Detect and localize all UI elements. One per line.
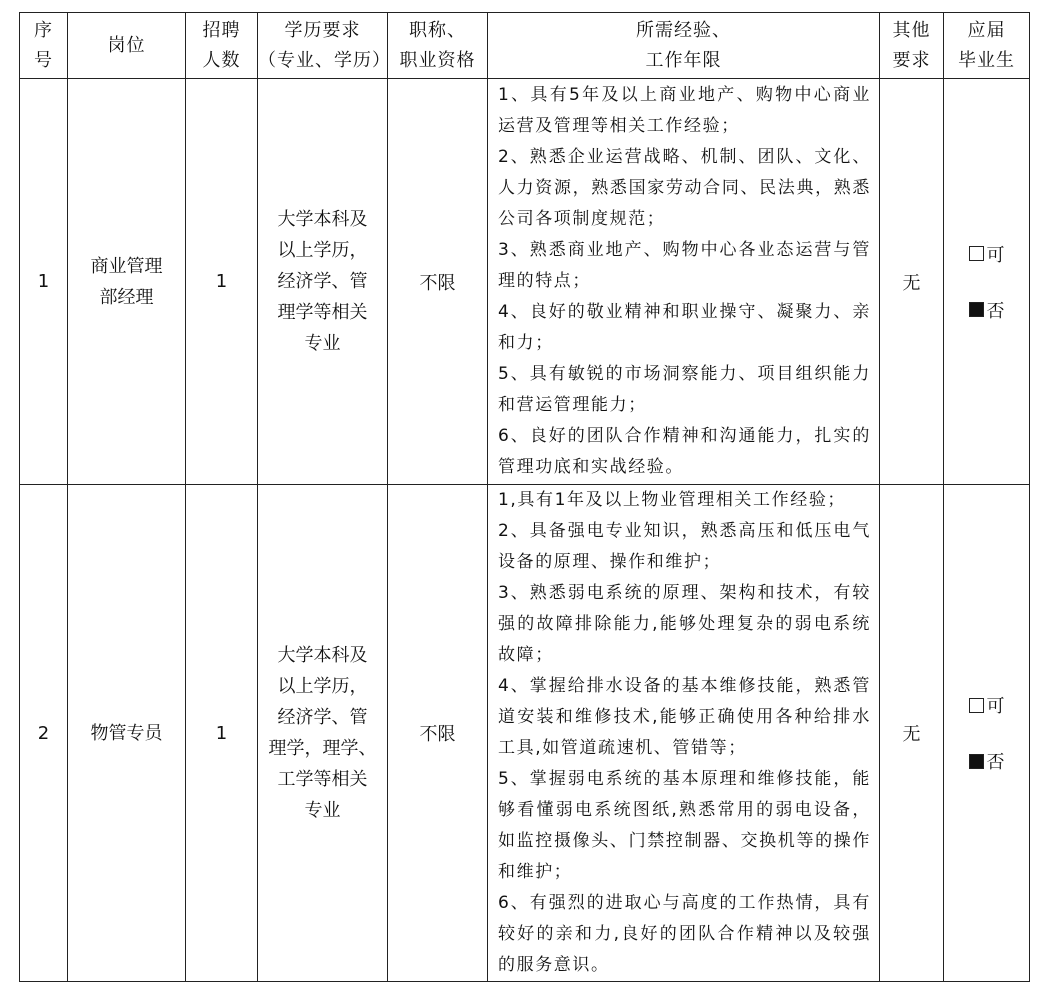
experience-item: 3、熟悉商业地产、购物中心各业态运营与管理的特点；: [498, 240, 871, 291]
header-other: 其他 要求: [880, 13, 944, 79]
row-education: 大学本科及 以上学历， 经济学、管 理学等相关 专业: [258, 79, 388, 485]
checked-box-icon[interactable]: [969, 302, 984, 317]
row-title: 不限: [388, 79, 488, 485]
experience-item: 5、具有敏锐的市场洞察能力、项目组织能力和营运管理能力；: [498, 364, 871, 415]
experience-item: 2、具备强电专业知识，熟悉高压和低压电气设备的原理、操作和维护；: [498, 521, 871, 572]
row-headcount: 1: [186, 485, 258, 982]
row-education: 大学本科及 以上学历， 经济学、管 理学，理学、 工学等相关 专业: [258, 485, 388, 982]
experience-item: 1,具有1年及以上物业管理相关工作经验；: [498, 490, 847, 510]
header-experience: 所需经验、 工作年限: [488, 13, 880, 79]
checked-box-icon[interactable]: [969, 754, 984, 769]
graduate-option-no[interactable]: 否: [944, 748, 1029, 774]
row-other: 无: [880, 79, 944, 485]
experience-item: 4、掌握给排水设备的基本维修技能，熟悉管道安装和维修技术,能够正确使用各种给排水工具,如管道疏速机、管错等；: [498, 676, 871, 758]
row-position: 商业管理 部经理: [68, 79, 186, 485]
header-title: 职称、 职业资格: [388, 13, 488, 79]
row-experience: [488, 79, 880, 485]
row-index: 2: [20, 485, 68, 982]
row-index: 1: [20, 79, 68, 485]
header-graduate: 应届 毕业生: [944, 13, 1030, 79]
row-position: 物管专员: [68, 485, 186, 982]
experience-item: 1、具有5年及以上商业地产、购物中心商业运营及管理等相关工作经验；: [498, 85, 871, 136]
row-other: 无: [880, 485, 944, 982]
header-index: 序 号: [20, 13, 68, 79]
row-headcount: 1: [186, 79, 258, 485]
unchecked-box-icon[interactable]: [969, 698, 984, 713]
row-graduate: [944, 79, 1030, 485]
graduate-option-no[interactable]: 否: [944, 297, 1029, 323]
experience-item: 6、良好的团队合作精神和沟通能力，扎实的管理功底和实战经验。: [498, 426, 871, 477]
graduate-option-yes[interactable]: 可: [944, 241, 1029, 267]
row-experience: [488, 485, 880, 982]
recruitment-table: [19, 12, 1030, 982]
row-graduate: [944, 485, 1030, 982]
header-position: 岗位: [68, 13, 186, 79]
experience-item: 4、良好的敬业精神和职业操守、凝聚力、亲和力；: [498, 302, 871, 353]
graduate-option-yes[interactable]: 可: [944, 692, 1029, 718]
experience-item: 2、熟悉企业运营战略、机制、团队、文化、人力资源，熟悉国家劳动合同、民法典，熟悉公司各项制度规范；: [498, 147, 871, 229]
experience-item: 6、有强烈的进取心与高度的工作热情，具有较好的亲和力,良好的团队合作精神以及较强的服务意识。: [498, 893, 871, 975]
experience-item: 3、熟悉弱电系统的原理、架构和技术，有较强的故障排除能力,能够处理复杂的弱电系统故障；: [498, 583, 871, 665]
header-headcount: 招聘 人数: [186, 13, 258, 79]
table-header-row: [20, 13, 1030, 79]
table-row: [20, 79, 1030, 485]
experience-item: 5、掌握弱电系统的基本原理和维修技能，能够看懂弱电系统图纸,熟悉常用的弱电设备，如监控摄像头、门禁控制器、交换机等的操作和维护；: [498, 769, 871, 882]
table-row: [20, 485, 1030, 982]
row-title: 不限: [388, 485, 488, 982]
unchecked-box-icon[interactable]: [969, 246, 984, 261]
header-education: 学历要求 （专业、学历）: [258, 13, 388, 79]
